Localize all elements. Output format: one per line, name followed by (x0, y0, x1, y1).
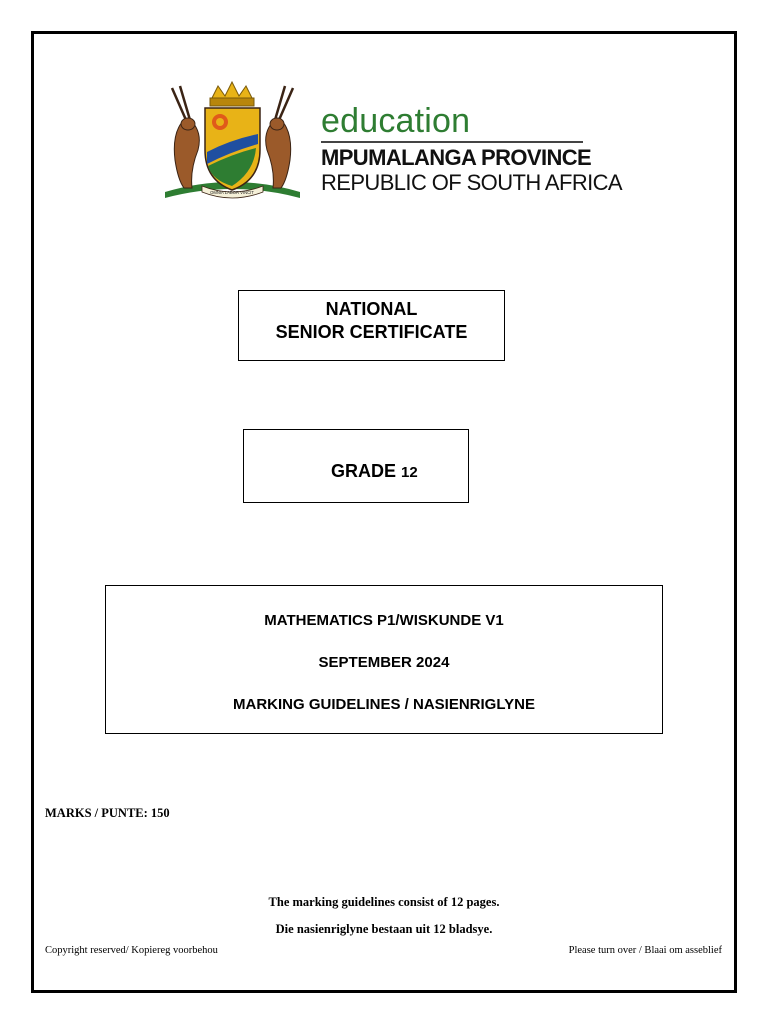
province-name: MPUMALANGA PROVINCE (321, 145, 592, 170)
page-count-english: The marking guidelines consist of 12 pages. (268, 895, 500, 909)
logo-divider (321, 141, 583, 143)
page-count-afrikaans: Die nasienriglyne bestaan uit 12 bladsye. (275, 922, 493, 936)
total-marks: MARKS / PUNTE: 150 (45, 806, 170, 820)
department-name: education (321, 102, 471, 140)
grade-label-wrap (331, 461, 418, 482)
subject-box (105, 585, 663, 734)
certificate-title-line1: NATIONAL (325, 299, 418, 319)
turn-over-notice: Please turn over / Blaai om asseblief (568, 945, 722, 956)
grade-label: GRADE (331, 461, 397, 481)
svg-text:OMNIA LABOR VINCIT: OMNIA LABOR VINCIT (210, 190, 254, 195)
grade-box (243, 429, 469, 503)
certificate-title-line2: SENIOR CERTIFICATE (275, 322, 468, 342)
coat-of-arms-logo (150, 80, 315, 205)
subject-title: MATHEMATICS P1/WISKUNDE V1 (264, 612, 504, 629)
document-type: MARKING GUIDELINES / NASIENRIGLYNE (233, 696, 535, 713)
exam-date: SEPTEMBER 2024 (318, 654, 450, 671)
grade-number: 12 (401, 464, 418, 481)
certificate-title-box (238, 290, 505, 361)
country-name: REPUBLIC OF SOUTH AFRICA (321, 170, 622, 195)
copyright-notice: Copyright reserved/ Kopiereg voorbehou (45, 945, 218, 956)
